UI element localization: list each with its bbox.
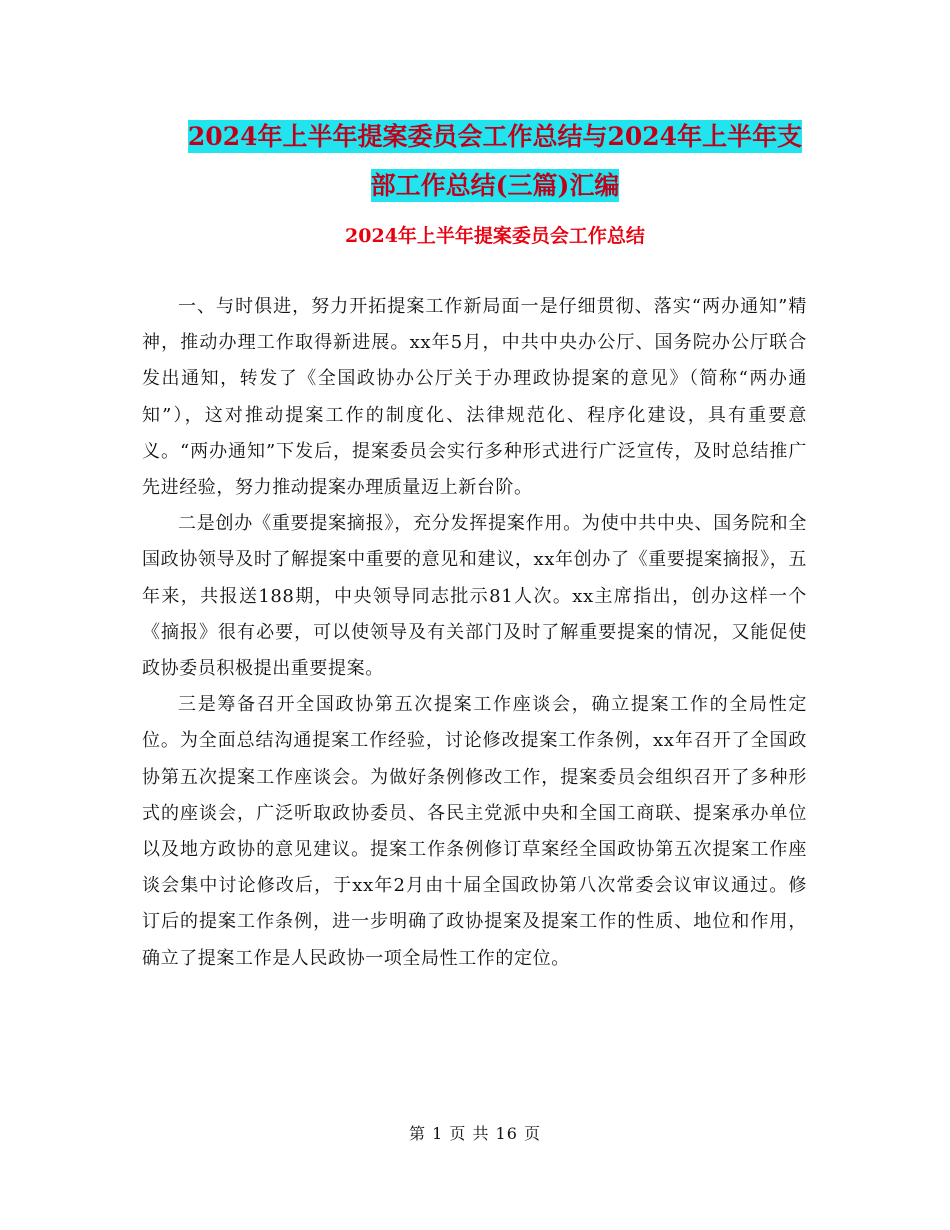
section-heading: 2024年上半年提案委员会工作总结 <box>345 225 645 247</box>
document-title-line2: 部工作总结(三篇)汇编 <box>370 171 620 200</box>
body-text <box>142 289 807 977</box>
paragraph: 三是筹备召开全国政协第五次提案工作座谈会，确立提案工作的全局性定位。为全面总结沟通提案工作经验，讨论修改提案工作条例，xx年召开了全国政协第五次提案工作座谈会。为做好条例修改工作，提案委员会组织召开了多种形式的座谈会，广泛听取政协委员、各民主党派中央和全国工商联、提案承办单位以及地方政协的意见建议。提案工作条例修订草案经全国政协第五次提案工作座谈会集中讨论修改后，于xx年2月由十届全国政协第八次常委会议审议通过。修订后的提案工作条例，进一步明确了政协提案及提案工作的性质、地位和作用，确立了提案工作是人民政协一项全局性工作的定位。 <box>142 694 807 969</box>
paragraph: 二是创办《重要提案摘报》，充分发挥提案作用。为使中共中央、国务院和全国政协领导及时了解提案中重要的意见和建议，xx年创办了《重要提案摘报》，五年来，共报送188期，中央领导同志批示81人次。xx主席指出，创办这样一个《摘报》很有必要，可以使领导及有关部门及时了解重要提案的情况，又能促使政协委员积极提出重要提案。 <box>142 513 807 680</box>
page-footer: 第 1 页 共 16 页 <box>409 1124 541 1143</box>
document-title-line1: 2024年上半年提案委员会工作总结与2024年上半年支 <box>187 122 803 151</box>
document-title <box>140 112 850 210</box>
paragraph: 一、与时俱进，努力开拓提案工作新局面一是仔细贯彻、落实“两办通知”精神，推动办理工作取得新进展。xx年5月，中共中央办公厅、国务院办公厅联合发出通知，转发了《全国政协办公厅关于办理政协提案的意见》（简称“两办通知”），这对推动提案工作的制度化、法律规范化、程序化建设，具有重要意义。“两办通知”下发后，提案委员会实行多种形式进行广泛宣传，及时总结推广先进经验，努力推动提案办理质量迈上新台阶。 <box>142 296 807 499</box>
